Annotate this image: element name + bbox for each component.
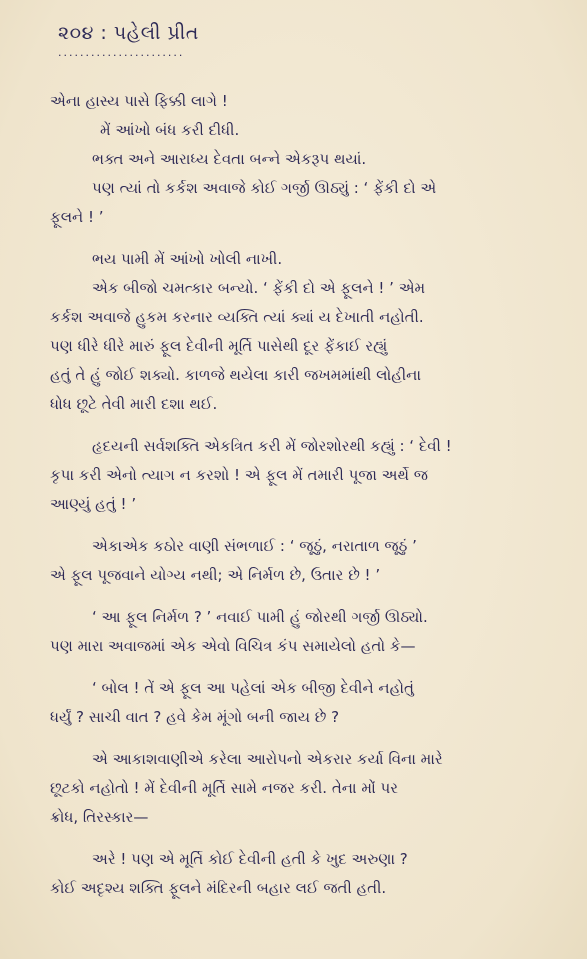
text-line: ‘ આ ફૂલ નિર્મળ ? ’ નવાઈ પામી હું જોરથી ગર્જી ઊઠ્યો.: [92, 608, 428, 626]
paragraph-gap: [50, 661, 545, 674]
text-line: ક્રોધ, તિરસ્કાર—: [50, 808, 149, 826]
text-line: અરે ! પણ એ મૂર્તિ કોઈ દેવીની હતી કે ખુદ અરુણા ?: [92, 850, 408, 868]
text-line: ભય પામી મેં આંખો ખોલી નાખી.: [92, 250, 283, 268]
paragraph-gap: [50, 519, 545, 532]
text-line: એકાએક કઠોર વાણી સંભળાઈ : ‘ જૂઠું, નરાતાળ જૂઠું ’: [92, 537, 417, 555]
paragraph-gap: [50, 832, 545, 845]
text-line: પણ ત્યાં તો કર્કશ અવાજે કોઈ ગર્જી ઊઠ્યું : ‘ ફેંકી દો એ: [92, 179, 437, 197]
text-line: આણ્યું હતું ! ’: [50, 495, 137, 513]
text-line: કર્કશ અવાજે હુકમ કરનાર વ્યક્તિ ત્યાં ક્યાં ય દેખાતી નહોતી.: [50, 308, 424, 326]
text-line: હૃદયની સર્વશક્તિ એકત્રિત કરી મેં જોરશોરથી કહ્યું : ‘ દેવી !: [92, 437, 452, 455]
text-line: કૃપા કરી એનો ત્યાગ ન કરશો ! એ ફૂલ મેં તમારી પૂજા અર્થે જ: [50, 466, 428, 484]
text-line: એક બીજો ચમત્કાર બન્યો. ‘ ફેંકી દો એ ફૂલને ! ’ એમ: [92, 279, 426, 297]
text-line: મેં આંખો બંધ કરી દીધી.: [100, 121, 240, 139]
text-line: હતું તે હું જોઈ શક્યો. કાળજે થયેલા કારી જખમમાંથી લોહીના: [50, 366, 422, 384]
text-line: છૂટકો નહોતો ! મેં દેવીની મૂર્તિ સામે નજર કરી. તેના મોં પર: [50, 779, 398, 797]
text-line: એ આકાશવાણીએ કરેલા આરોપનો એકરાર કર્યા વિના મારે: [92, 750, 443, 768]
paragraph-gap: [50, 419, 545, 432]
text-line: ‘ બોલ ! તેં એ ફૂલ આ પહેલાં એક બીજી દેવીને નહોતું: [92, 679, 414, 697]
text-line: પણ મારા અવાજમાં એક એવો વિચિત્ર કંપ સમાયેલો હતો કે—: [50, 637, 416, 655]
text-line: ભક્ત અને આરાધ્ય દેવતા બન્ને એકરૂપ થયાં.: [92, 150, 367, 168]
paragraph-gap: [50, 732, 545, 745]
paragraph-gap: [50, 232, 545, 245]
text-line: કોઈ અદૃશ્ય શક્તિ ફૂલને મંદિરની બહાર લઈ જતી હતી.: [50, 879, 387, 897]
paragraph-gap: [50, 590, 545, 603]
text-line: પણ ધીરે ધીરે મારું ફૂલ દેવીની મૂર્તિ પાસેથી દૂર ફેંકાઈ રહ્યું: [50, 337, 388, 355]
text-line: ધર્યું ? સાચી વાત ? હવે કેમ મૂંગો બની જાય છે ?: [50, 708, 340, 726]
text-line: એના હાસ્ય પાસે ફિક્કી લાગે !: [50, 92, 228, 110]
text-line: ધોધ છૂટે તેવી મારી દશા થઈ.: [50, 395, 218, 413]
page-header: ૨૦૪ : પહેલી પ્રીત: [58, 22, 199, 44]
text-line: ફૂલને ! ’: [50, 208, 104, 226]
text-line: એ ફૂલ પૂજવાને યોગ્ય નથી; એ નિર્મળ છે, ઉતાર છે ! ’: [50, 566, 381, 584]
page-body: [50, 87, 545, 903]
header-dotted-rule: .......................: [58, 46, 185, 59]
